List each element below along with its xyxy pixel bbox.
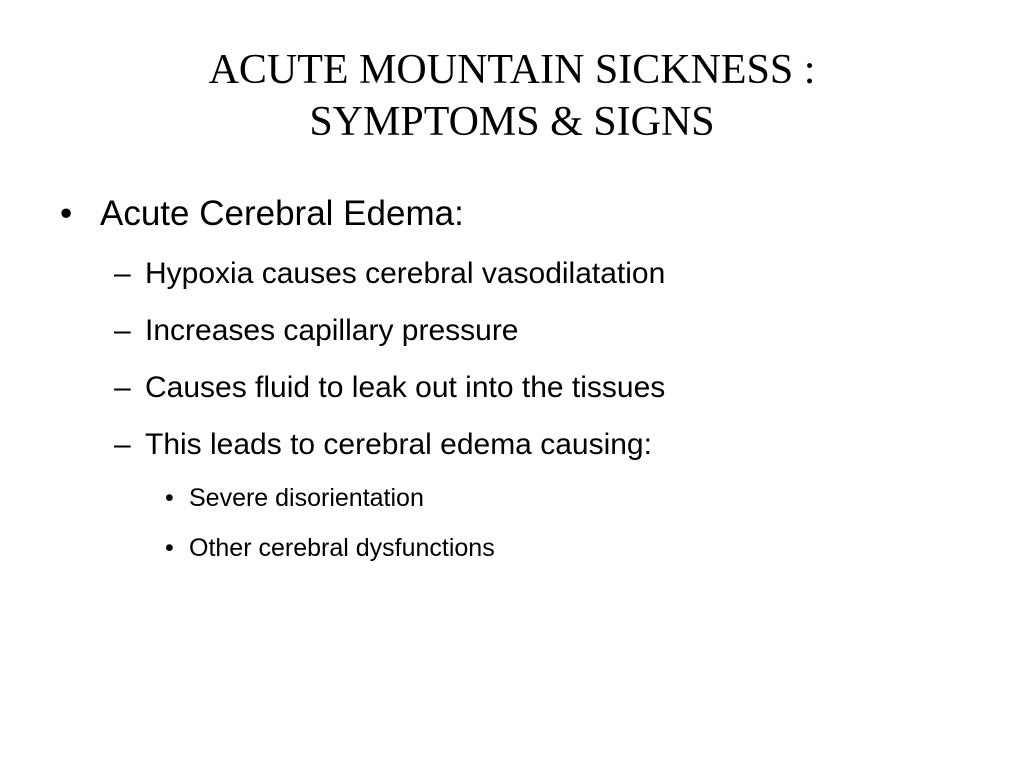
sub-sub-bullet-text: Severe disorientation: [189, 484, 424, 512]
bullet-text: Acute Cerebral Edema:: [100, 194, 464, 233]
dash-marker: –: [114, 428, 131, 461]
title-line-2: SYMPTOMS & SIGNS: [309, 99, 715, 145]
sub-bullet-text: Increases capillary pressure: [145, 314, 519, 347]
sub-sub-bullet-item: [165, 532, 495, 564]
bullet-item: [60, 192, 464, 236]
sub-bullet-item: [114, 369, 665, 407]
sub-sub-bullet-text: Other cerebral dysfunctions: [189, 534, 495, 562]
sub-bullet-item: [114, 312, 519, 350]
bullet-marker: •: [165, 484, 174, 512]
title-line-1: ACUTE MOUNTAIN SICKNESS :: [208, 47, 816, 93]
dash-marker: –: [114, 371, 131, 404]
sub-bullet-text: This leads to cerebral edema causing:: [145, 428, 652, 461]
sub-bullet-text: Hypoxia causes cerebral vasodilatation: [145, 257, 666, 290]
dash-marker: –: [114, 314, 131, 347]
sub-sub-bullet-item: [165, 482, 424, 514]
sub-bullet-text: Causes fluid to leak out into the tissues: [145, 371, 666, 404]
bullet-marker: •: [165, 534, 174, 562]
bullet-marker: •: [60, 194, 73, 233]
dash-marker: –: [114, 257, 131, 290]
sub-bullet-item: [114, 255, 665, 293]
sub-bullet-item: [114, 426, 652, 464]
